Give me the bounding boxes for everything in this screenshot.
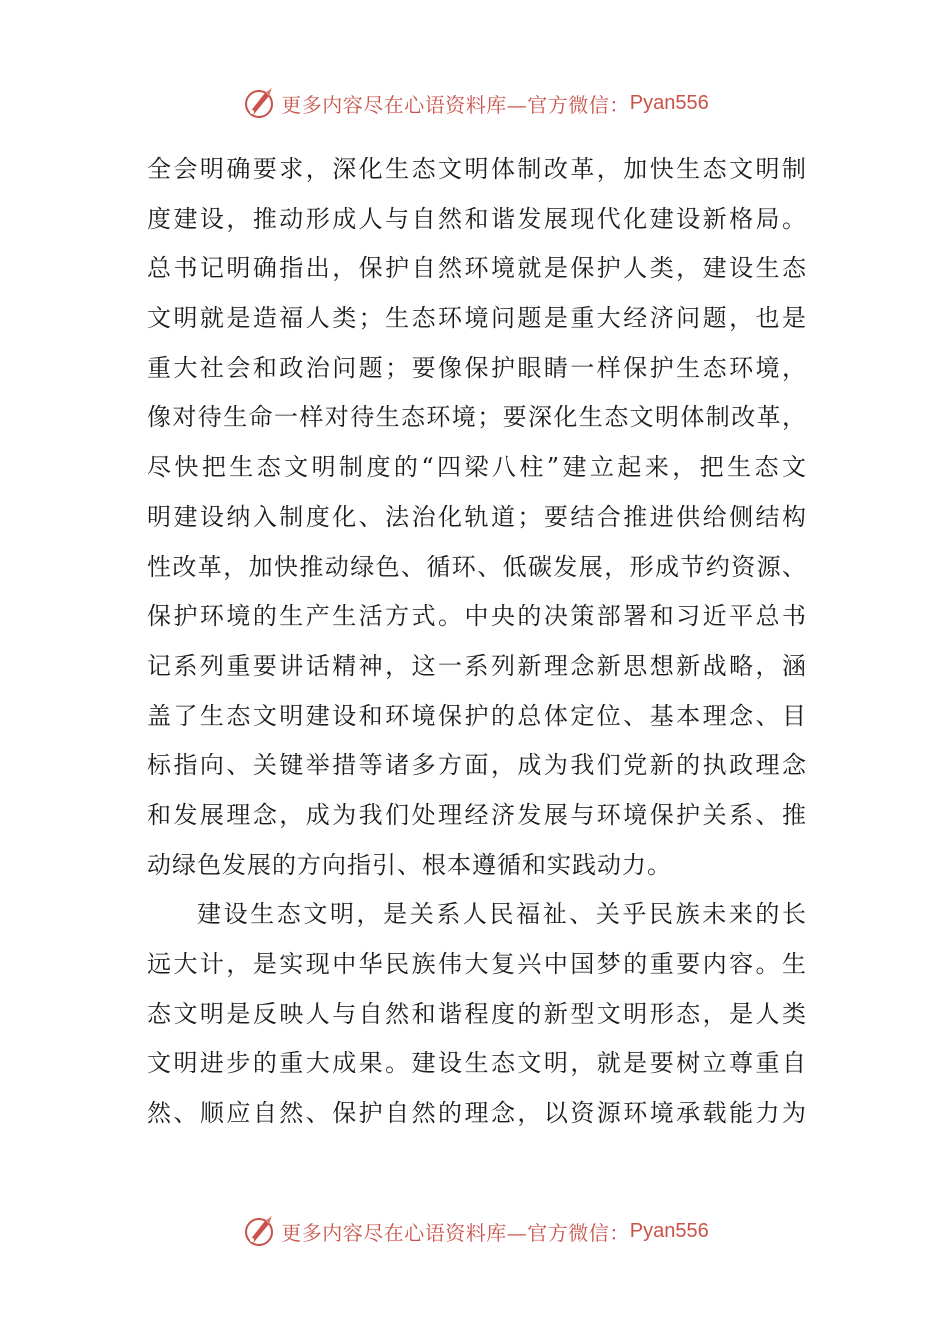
header-banner (0, 81, 950, 125)
text-line: 建设生态文明，是关系人民福祉、关乎民族未来的长 (197, 900, 807, 929)
quill-pen-logo-icon (241, 1213, 277, 1249)
text-line: 动绿色发展的方向指引、根本遵循和实践动力。 (147, 850, 672, 879)
text-line: 记系列重要讲话精神，这一系列新理念新思想新战略，涵 (147, 651, 807, 680)
text-line: 文明就是造福人类；生态环境问题是重大经济问题，也是 (147, 304, 807, 333)
text-line: 总书记明确指出，保护自然环境就是保护人类，建设生态 (147, 254, 807, 283)
banner-wechat-handle: Pyan556 (629, 1219, 709, 1242)
banner-text: 更多内容尽在心语资料库—官方微信： (281, 92, 630, 117)
quill-pen-logo-icon (241, 85, 277, 121)
text-line: 尽快把生态文明制度的“四梁八柱”建立起来，把生态文 (147, 453, 807, 482)
text-line: 标指向、关键举措等诸多方面，成为我们党新的执政理念 (147, 751, 807, 780)
banner-text: 更多内容尽在心语资料库—官方微信： (281, 1220, 630, 1245)
text-line: 然、顺应自然、保护自然的理念，以资源环境承载能力为 (147, 1099, 807, 1128)
text-line: 性改革，加快推动绿色、循环、低碳发展，形成节约资源、 (147, 552, 807, 581)
document-body (147, 145, 807, 1139)
text-line: 重大社会和政治问题；要像保护眼睛一样保护生态环境， (147, 353, 807, 382)
text-line: 远大计，是实现中华民族伟大复兴中国梦的重要内容。生 (147, 950, 807, 978)
text-line: 明建设纳入制度化、法治化轨道；要结合推进供给侧结构 (147, 502, 807, 531)
text-line: 文明进步的重大成果。建设生态文明，就是要树立尊重自 (147, 1049, 807, 1078)
text-line: 盖了生态文明建设和环境保护的总体定位、基本理念、目 (147, 701, 807, 730)
text-line: 态文明是反映人与自然和谐程度的新型文明形态，是人类 (147, 999, 807, 1028)
footer-banner (0, 1209, 950, 1253)
text-line: 保护环境的生产生活方式。中央的决策部署和习近平总书 (147, 602, 807, 631)
banner-wechat-handle: Pyan556 (629, 91, 709, 114)
text-line: 度建设，推动形成人与自然和谐发展现代化建设新格局。 (147, 204, 807, 233)
text-line: 和发展理念，成为我们处理经济发展与环境保护关系、推 (147, 800, 807, 829)
text-line: 像对待生命一样对待生态环境；要深化生态文明体制改革， (147, 403, 807, 432)
text-line: 全会明确要求，深化生态文明体制改革，加快生态文明制 (147, 155, 807, 183)
